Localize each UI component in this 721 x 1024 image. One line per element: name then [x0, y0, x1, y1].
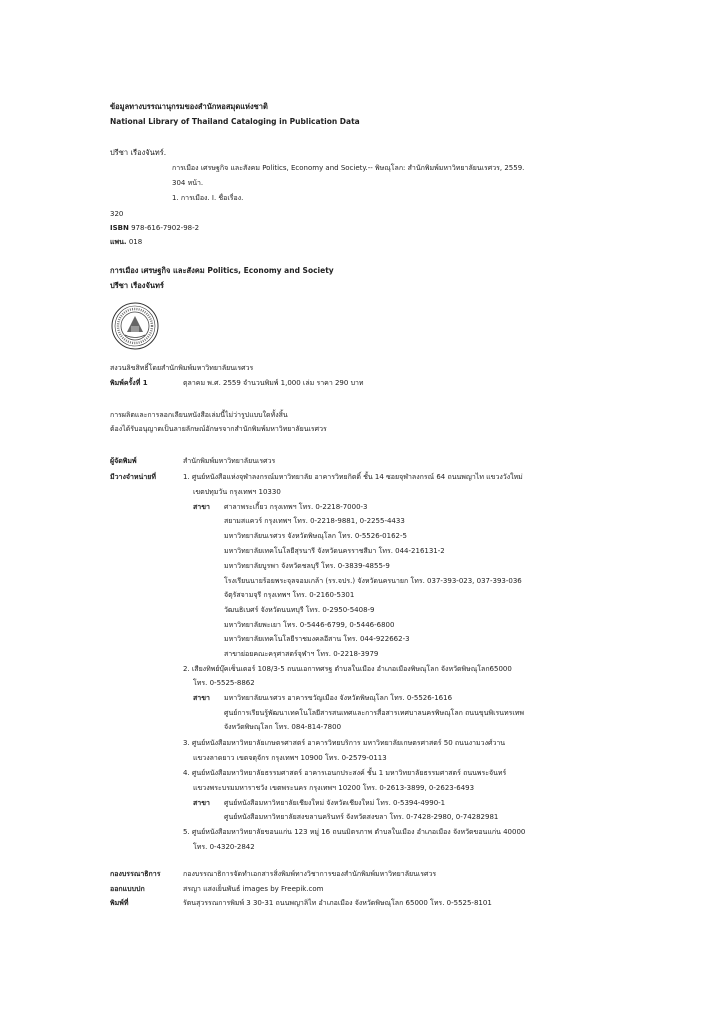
- cip-heading-en: National Library of Thailand Cataloging in Publication Data: [110, 117, 360, 126]
- branch-item: โรงเรียนนายร้อยพระจุลจอมเกล้า (รร.จปร.) จังหวัดนครนายก โทร. 037-393-023, 037-393-036: [224, 577, 522, 585]
- cip-heading-th: ข้อมูลทางบรรณานุกรมของสำนักหอสมุดแห่งชาติ: [110, 102, 268, 111]
- distributor-5-line1: 5. ศูนย์หนังสือมหาวิทยาลัยขอนแก่น 123 หมู่ 16 ถนนมิตรภาพ ตำบลในเมือง อำเภอเมือง จังหวัดขอนแก่น 40000: [183, 828, 526, 836]
- printer-value: รัตนสุวรรณการพิมพ์ 3 30-31 ถนนพญาลิไท อำเภอเมือง จังหวัดพิษณุโลก 65000 โทร. 0-5525-8101: [183, 899, 492, 907]
- cip-entry-line2: 304 หน้า.: [172, 179, 204, 187]
- cip-press-number: [110, 239, 142, 246]
- copyright-notice-2: ต้องได้รับอนุญาตเป็นลายลักษณ์อักษรจากสำนักพิมพ์มหาวิทยาลัยนเรศวร: [110, 425, 327, 433]
- publisher-value: สำนักพิมพ์มหาวิทยาลัยนเรศวร: [183, 457, 276, 465]
- distributor-2-line1: 2. เสียงทิพย์บุ๊คเซ็นเตอร์ 108/3-5 ถนนเอกาทศรฐ ตำบลในเมือง อำเภอเมืองพิษณุโลก จังหวัดพิษณุโลก65000: [183, 665, 512, 673]
- branch-item: ศูนย์หนังสือมหาวิทยาลัยสงขลานครินทร์ จังหวัดสงขลา โทร. 0-7428-2980, 0-74282981: [224, 813, 499, 821]
- branch-label: สาขา: [193, 503, 210, 511]
- branch-item: มหาวิทยาลัยนเรศวร อาคารขวัญเมือง จังหวัดพิษณุโลก โทร. 0-5526-1616: [224, 694, 453, 702]
- editor-value: กองบรรณาธิการจัดทำเอกสารสิ่งพิมพ์ทางวิชาการของสำนักพิมพ์มหาวิทยาลัยนเรศวร: [183, 870, 437, 878]
- copyright-notice-1: การผลิตและการลอกเลียนหนังสือเล่มนี้ไม่ว่ารูปแบบใดทั้งสิ้น: [110, 411, 288, 419]
- isbn-value: 978-616-7902-98-2: [131, 224, 200, 232]
- branch-item: มหาวิทยาลัยเทคโนโลยีสุรนารี จังหวัดนครราชสีมา โทร. 044-216131-2: [224, 547, 445, 555]
- edition-label: พิมพ์ครั้งที่ 1: [110, 379, 148, 387]
- distributor-3-line2: แขวงลาดยาว เขตจตุจักร กรุงเทพฯ 10900 โทร. 0-2579-0113: [193, 754, 387, 762]
- branch-item: จังหวัดพิษณุโลก โทร. 084-814-7800: [224, 723, 342, 731]
- branch-item: วัฒนธิเบศร์ จังหวัดนนทบุรี โทร. 0-2950-5408-9: [224, 606, 375, 614]
- cip-class-number: 320: [110, 210, 124, 218]
- distributor-2-line2: โทร. 0-5525-8862: [193, 679, 255, 687]
- printer-label: พิมพ์ที่: [110, 899, 129, 907]
- cover-design-value: สรญา แสงเย็นพันธ์ images by Freepik.com: [183, 885, 324, 893]
- branch-item: มหาวิทยาลัยบูรพา จังหวัดชลบุรี โทร. 0-3839-4855-9: [224, 562, 390, 570]
- isbn-label: ISBN: [110, 224, 129, 232]
- branch-item: สยามสแควร์ กรุงเทพฯ โทร. 0-2218-9881, 0-2255-4433: [224, 517, 405, 525]
- branch-item: ศูนย์หนังสือมหาวิทยาลัยเชียงใหม่ จังหวัดเชียงใหม่ โทร. 0-5394-4990-1: [224, 799, 446, 807]
- branch-item: มหาวิทยาลัยพะเยา โทร. 0-5446-6799, 0-5446-6800: [224, 621, 395, 629]
- distributor-1-line1: 1. ศูนย์หนังสือแห่งจุฬาลงกรณ์มหาวิทยาลัย อาคารวิทยกิตติ์ ชั้น 14 ซอยจุฬาลงกรณ์ 64 ถนนพญาไท แขวงวังใหม่: [183, 473, 523, 481]
- branch-item: สาขาย่อยคณะครุศาสตร์จุฬาฯ โทร. 0-2218-3979: [224, 650, 379, 658]
- branch-label: สาขา: [193, 694, 210, 702]
- branch-item: มหาวิทยาลัยนเรศวร จังหวัดพิษณุโลก โทร. 0-5526-0162-5: [224, 532, 407, 540]
- branch-item: ศาลาพระเกี้ยว กรุงเทพฯ โทร. 0-2218-7000-3: [224, 503, 368, 511]
- press-value: 018: [128, 238, 143, 246]
- branch-item: ศูนย์การเรียนรู้พัฒนาเทคโนโลยีสารสนเทศและการสื่อสารเทศบาลนครพิษณุโลก ถนนขุนพิเรนทรเทพ: [224, 709, 524, 717]
- distributor-5-line2: โทร. 0-4320-2842: [193, 843, 255, 851]
- distributor-3-line1: 3. ศูนย์หนังสือมหาวิทยาลัยเกษตรศาสตร์ อาคารวิทยบริการ มหาวิทยาลัยเกษตรศาสตร์ 50 ถนนงามวงศ์วาน: [183, 739, 506, 747]
- cip-isbn: [110, 225, 199, 232]
- book-author: ปรีชา เรืองจันทร์: [110, 281, 164, 290]
- branch-label: สาขา: [193, 799, 210, 807]
- branch-item: จัตุรัสจามจุรี กรุงเทพฯ โทร. 0-2160-5301: [224, 591, 355, 599]
- distribution-label: มีวางจำหน่ายที่: [110, 473, 156, 481]
- press-label: แพน.: [110, 238, 127, 246]
- university-seal-logo: [111, 302, 159, 350]
- edition-value: ตุลาคม พ.ศ. 2559 จำนวนพิมพ์ 1,000 เล่ม ราคา 290 บาท: [183, 379, 364, 387]
- publisher-label: ผู้จัดพิมพ์: [110, 457, 137, 465]
- book-title: การเมือง เศรษฐกิจ และสังคม Politics, Economy and Society: [110, 266, 334, 275]
- cip-entry-line3: 1. การเมือง. I. ชื่อเรื่อง.: [172, 194, 244, 202]
- distributor-4-line2: แขวงพระบรมมหาราชวัง เขตพระนคร กรุงเทพฯ 10200 โทร. 0-2613-3899, 0-2623-6493: [193, 784, 475, 792]
- cip-author: ปรีชา เรืองจันทร์.: [110, 148, 167, 157]
- branch-item: มหาวิทยาลัยเทคโนโลยีราชมงคลอีสาน โทร. 044-922662-3: [224, 635, 410, 643]
- cip-entry-line1: การเมือง เศรษฐกิจ และสังคม Politics, Economy and Society.-- พิษณุโลก: สำนักพิมพ์มหาวิทยาลัยนเรศวร, 2559.: [172, 164, 525, 172]
- copyright-line: สงวนลิขสิทธิ์โดยสำนักพิมพ์มหาวิทยาลัยนเรศวร: [110, 364, 254, 372]
- distributor-1-line2: เขตปทุมวัน กรุงเทพฯ 10330: [193, 488, 281, 496]
- cover-design-label: ออกแบบปก: [110, 885, 145, 893]
- distributor-4-line1: 4. ศูนย์หนังสือมหาวิทยาลัยธรรมศาสตร์ อาคารเอนกประสงค์ ชั้น 1 มหาวิทยาลัยธรรมศาสตร์ ถนนพระจันทร์: [183, 769, 507, 777]
- editor-label: กองบรรณาธิการ: [110, 870, 161, 878]
